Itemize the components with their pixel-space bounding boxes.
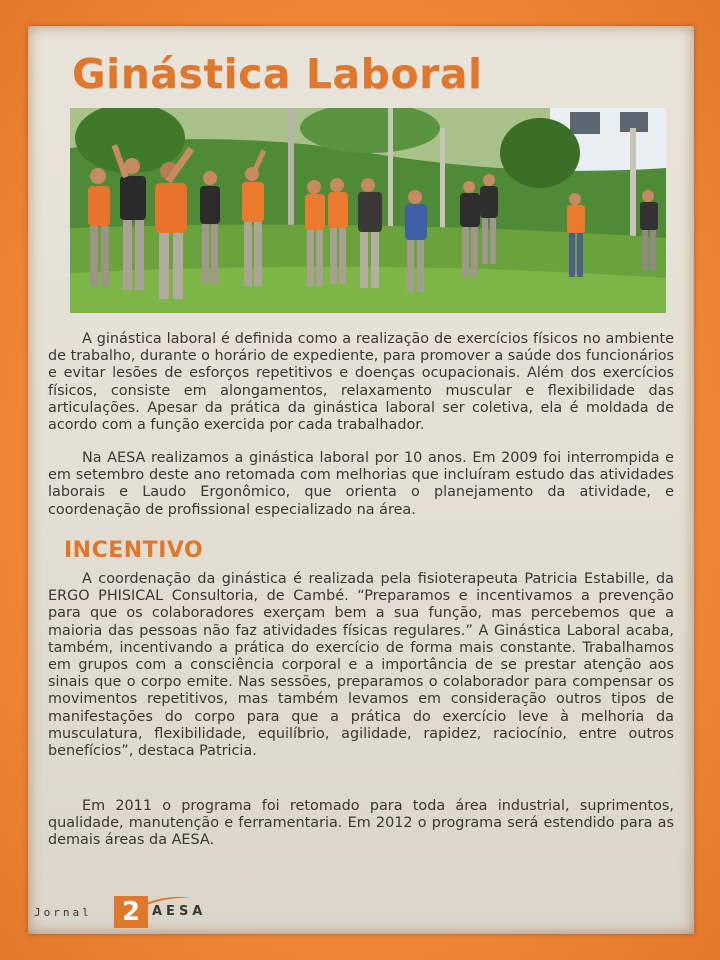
group-exercise-photo: [70, 108, 666, 313]
footer: [34, 894, 294, 930]
paragraph-2-text: Na AESA realizamos a ginástica laboral por 10 anos. Em 2009 foi interrompida e em setembro deste ano retomada com melhorias que incluíram estudo das atividades laborais e Laudo Ergonômico, que orienta o planejamento da atividade, e coordenação de profissional especializado na área.: [48, 450, 674, 518]
article-paragraph-3: [48, 571, 674, 760]
article-paragraph-2: [48, 450, 674, 519]
newspaper-page: [28, 26, 694, 934]
paragraph-3-text: A coordenação da ginástica é realizada pela fisioterapeuta Patricia Estabille, da ERGO PHISICAL Consultoria, de Cambé. “Preparamos e incentivamos a prevenção para que os colaboradores exerçam bem a sua função, mas percebemos que a maioria das pessoas não faz atividades físicas regulares.” A Ginástica Laboral acaba, também, incentivando a prática do exercício de forma mais constante. Trabalhamos em grupos com a consciência corporal e a importância de se prestar atenção aos sinais que o corpo emite. Nas sessões, preparamos o colaborador para compensar os movimentos repetitivos, mas também levamos em consideração outros tipos de manifestações do corpo para que a prática do exercício leve à melhoria da musculatura, flexibilidade, equilíbrio, agilidade, rapidez, raciocínio, entre outros benefícios”, destaca Patricia.: [48, 571, 674, 760]
article-title: Ginástica Laboral: [72, 50, 483, 98]
paragraph-1-text: A ginástica laboral é definida como a realização de exercícios físicos no ambiente de trabalho, durante o horário de expediente, para promover a saúde dos funcionários e evitar lesões de esforços repetitivos e doenças ocupacionais. Além dos exercícios físicos, consiste em alongamentos, relaxamento muscular e flexibilidade das articulações. Apesar da prática da ginástica laboral ser coletiva, ela é moldada de acordo com a função exercida por cada trabalhador.: [48, 331, 674, 434]
footer-brand: AESA: [152, 904, 207, 919]
footer-label: Jornal: [34, 906, 92, 919]
paragraph-4-text: Em 2011 o programa foi retomado para toda área industrial, suprimentos, qualidade, manutenção e ferramentaria. Em 2012 o programa será estendido para as demais áreas da AESA.: [48, 798, 674, 849]
article-paragraph-1: [48, 331, 674, 434]
section-heading: INCENTIVO: [64, 538, 204, 563]
article-paragraph-4: [48, 798, 674, 850]
page-number: 2: [114, 896, 148, 928]
